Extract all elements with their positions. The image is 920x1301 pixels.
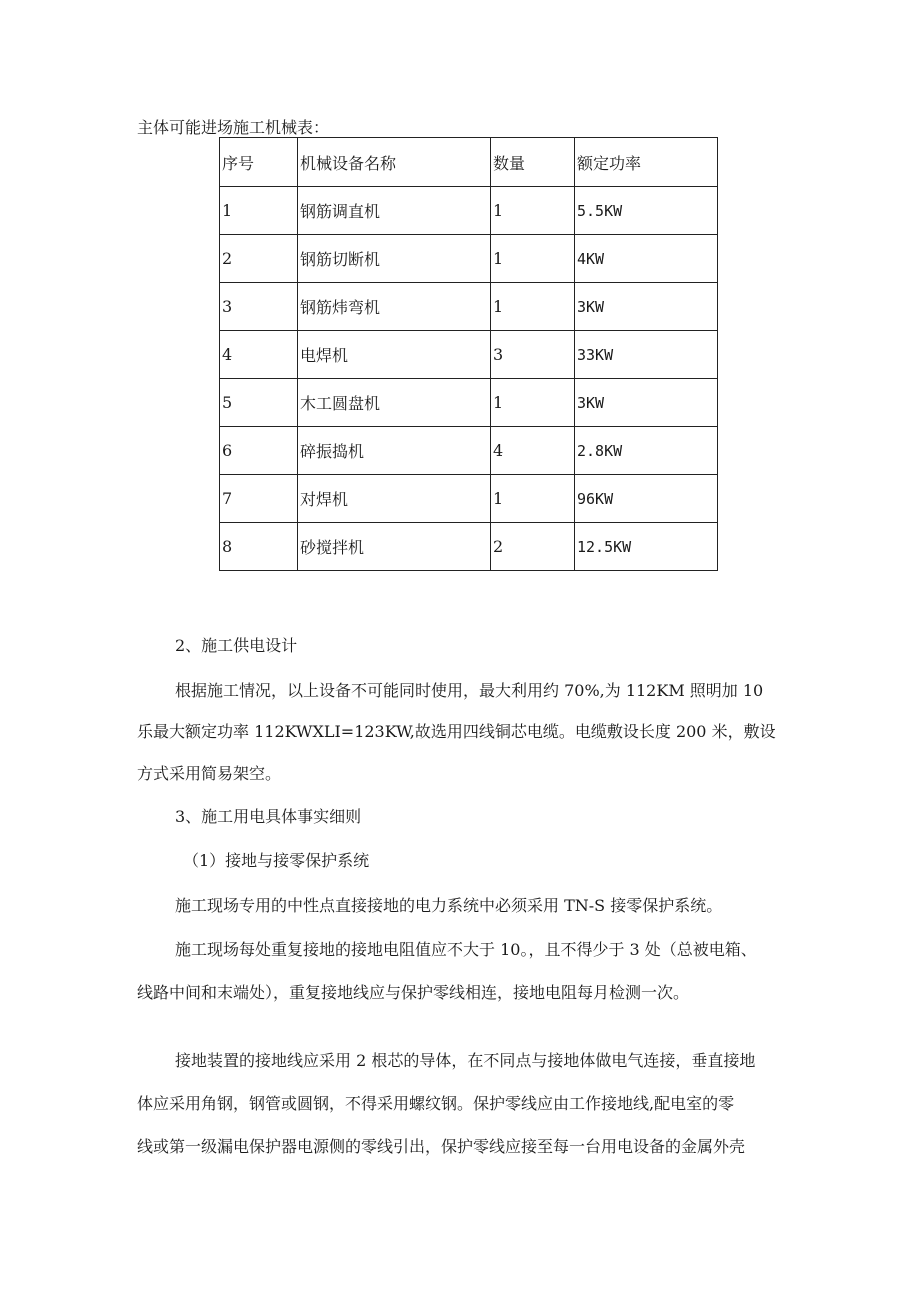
table-cell: 1: [220, 187, 298, 235]
table-row: [220, 523, 718, 571]
table-cell: 木工圆盘机: [298, 379, 491, 427]
paragraph-line: 接地装置的接地线应采用 2 根芯的导体，在不同点与接地体做电气连接，垂直接地: [175, 1051, 756, 1070]
table-row: [220, 187, 718, 235]
paragraph-line: 根据施工情况，以上设备不可能同时使用，最大利用约 70%,为 112KM 照明加 10: [175, 681, 764, 700]
table-cell: 33KW: [575, 331, 718, 379]
subsection-heading-grounding: （1）接地与接零保护系统: [183, 851, 370, 870]
table-row: [220, 427, 718, 475]
table-cell: 2: [491, 523, 575, 571]
table-cell: 1: [491, 475, 575, 523]
table-cell: 7: [220, 475, 298, 523]
header-cell: 序号: [220, 138, 298, 187]
table-cell: 1: [491, 187, 575, 235]
paragraph-line: 方式采用简易架空。: [137, 764, 282, 783]
table-cell: 5.5KW: [575, 187, 718, 235]
paragraph-line: 体应采用角钢，钢管或圆钢，不得采用螺纹钢。保护零线应由工作接地线,配电室的零: [137, 1094, 735, 1113]
table-cell: 1: [491, 235, 575, 283]
header-cell: 额定功率: [575, 138, 718, 187]
table-cell: 12.5KW: [575, 523, 718, 571]
table-cell: 砂搅拌机: [298, 523, 491, 571]
table-cell: 4: [220, 331, 298, 379]
table-cell: 碎振捣机: [298, 427, 491, 475]
table-cell: 6: [220, 427, 298, 475]
table-cell: 钢筋切断机: [298, 235, 491, 283]
table-row: [220, 475, 718, 523]
table-cell: 3: [491, 331, 575, 379]
table-cell: 4KW: [575, 235, 718, 283]
table-cell: 2: [220, 235, 298, 283]
table-caption: 主体可能进场施工机械表：: [137, 118, 330, 137]
table-cell: 3KW: [575, 283, 718, 331]
table-cell: 对焊机: [298, 475, 491, 523]
paragraph-line: 线或第一级漏电保护器电源侧的零线引出，保护零线应接至每一台用电设备的金属外壳: [137, 1137, 746, 1156]
paragraph-line: 乐最大额定功率 112KWXLI=123KW,故选用四线铜芯电缆。电缆敷设长度 200 米，敷设: [137, 722, 776, 741]
table-row: [220, 379, 718, 427]
paragraph-line: 线路中间和末端处），重复接地线应与保护零线相连，接地电阻每月检测一次。: [137, 983, 690, 1002]
table-header-row: [220, 138, 718, 187]
table-cell: 1: [491, 379, 575, 427]
table-cell: 3KW: [575, 379, 718, 427]
paragraph-line: 施工现场每处重复接地的接地电阻值应不大于 10。，且不得少于 3 处（总被电箱、: [175, 940, 757, 959]
table-cell: 96KW: [575, 475, 718, 523]
table-row: [220, 283, 718, 331]
table-row: [220, 235, 718, 283]
table-cell: 2.8KW: [575, 427, 718, 475]
table-cell: 钢筋炜弯机: [298, 283, 491, 331]
paragraph-line: 施工现场专用的中性点直接接地的电力系统中必须采用 TN-S 接零保护系统。: [175, 896, 723, 915]
table-cell: 钢筋调直机: [298, 187, 491, 235]
table-cell: 5: [220, 379, 298, 427]
section-heading-power-design: 2、施工供电设计: [175, 636, 298, 655]
section-heading-power-rules: 3、施工用电具体事实细则: [175, 807, 362, 826]
table-cell: 1: [491, 283, 575, 331]
table-row: [220, 331, 718, 379]
table-cell: 8: [220, 523, 298, 571]
table-cell: 4: [491, 427, 575, 475]
machinery-table: [219, 137, 718, 571]
header-cell: 数量: [491, 138, 575, 187]
header-cell: 机械设备名称: [298, 138, 491, 187]
table-cell: 3: [220, 283, 298, 331]
table-cell: 电焊机: [298, 331, 491, 379]
